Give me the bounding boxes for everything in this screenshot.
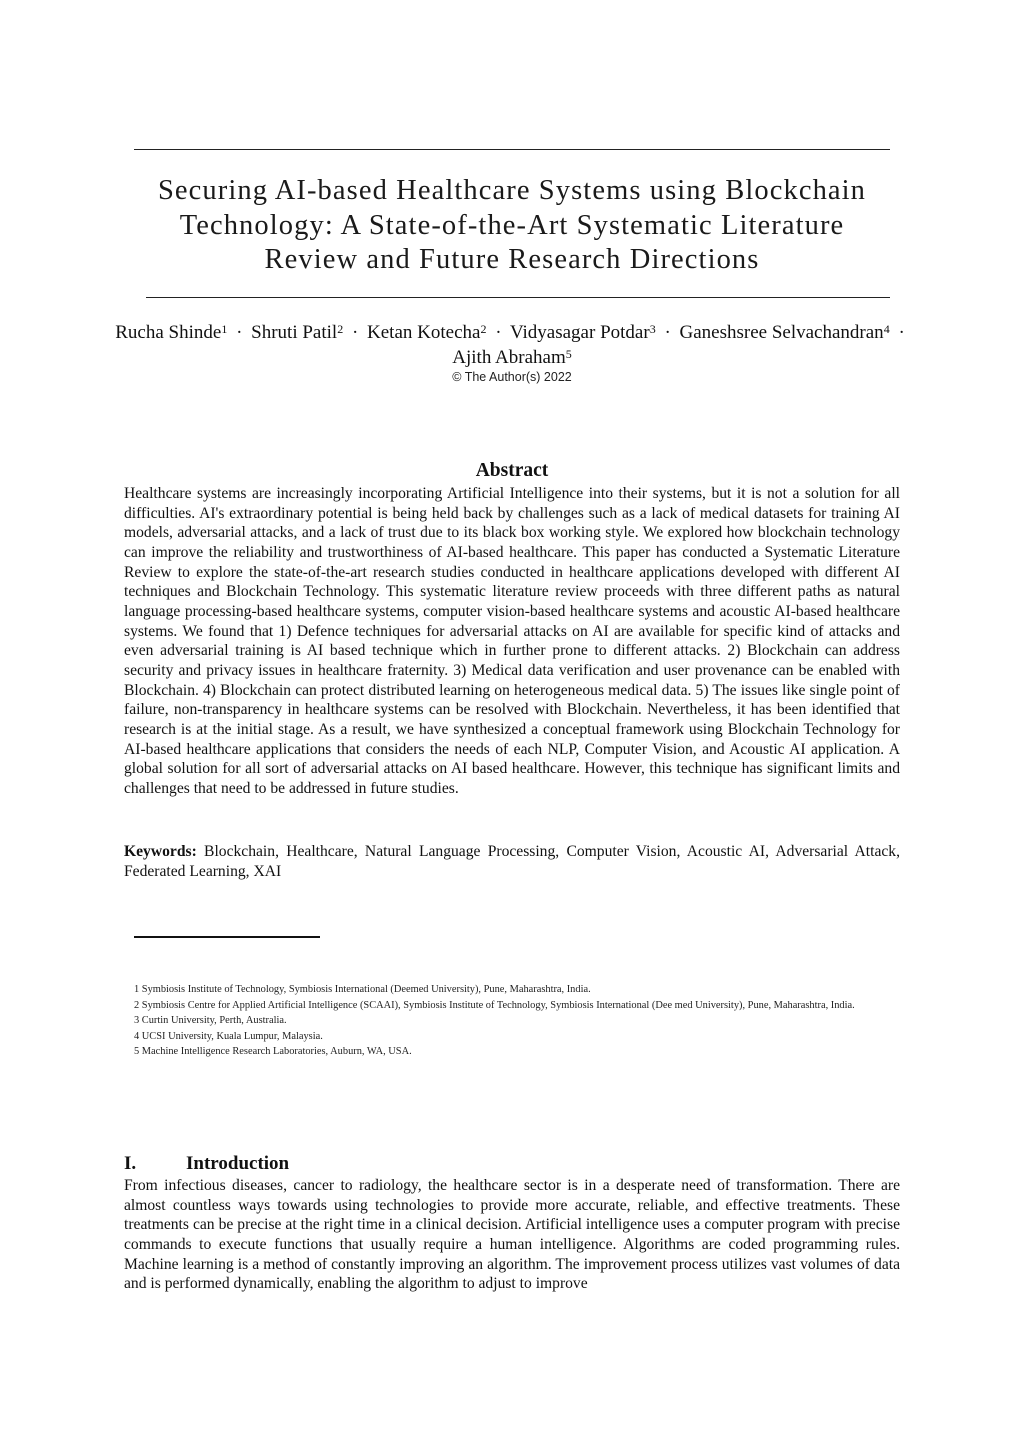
paper-title — [120, 174, 904, 278]
footnote: 3 Curtin University, Perth, Australia. — [134, 1015, 287, 1027]
author: Ajith Abraham$^5$ — [452, 347, 572, 368]
top-rule — [134, 149, 890, 150]
introduction-heading — [124, 1153, 289, 1175]
footnotes — [134, 982, 906, 1060]
title-bottom-rule — [146, 297, 890, 298]
author: Ganeshsree Selvachandran$^4$ — [679, 322, 890, 343]
footnote: 2 Symbiosis Centre for Applied Artificial Intelligence (SCAAI), Symbiosis Institute of Technology, Symbiosis International (Dee med University), Pune, Maharashtra, India. — [134, 999, 855, 1011]
author-separator: · — [898, 322, 905, 343]
footnote-rule — [134, 936, 320, 938]
keywords-text: Blockchain, Healthcare, Natural Language Processing, Computer Vision, Acoustic AI, Adversarial Attack, Federated Learning, XAI — [124, 843, 900, 880]
section-number: I. — [124, 1153, 137, 1174]
author-list — [110, 320, 914, 370]
author-separator: · — [351, 322, 359, 343]
author-separator: · — [495, 322, 502, 343]
author: Shruti Patil$^2$ — [251, 322, 344, 343]
author-separator: · — [664, 322, 671, 343]
title-line: Securing AI-based Healthcare Systems using Blockchain — [157, 175, 867, 206]
author: Rucha Shinde$^1$ — [115, 322, 228, 343]
footnote: 1 Symbiosis Institute of Technology, Symbiosis International (Deemed University), Pune, Maharashtra, India. — [134, 984, 591, 995]
footnote: 5 Machine Intelligence Research Laboratories, Auburn, WA, USA. — [134, 1046, 412, 1058]
keywords — [124, 842, 900, 881]
abstract-heading: Abstract — [475, 460, 549, 481]
copyright-notice: © The Author(s) 2022 — [452, 370, 572, 384]
author: Vidyasagar Potdar$^3$ — [509, 322, 656, 343]
footnote: 4 UCSI University, Kuala Lumpur, Malaysia. — [134, 1030, 323, 1042]
keywords-label: Keywords: — [124, 843, 197, 860]
introduction-text: From infectious diseases, cancer to radiology, the healthcare sector is in a desperate need of transformation. There are almost countless ways towards using technologies to provide more accurate, reliable, and effective treatments. These treatments can be precise at the right time in a clinical decision. Artificial intelligence uses a computer program with precise commands to execute functions that usually require a human intelligence. Algorithms are coded programming rules. Machine learning is a method of constantly improving an algorithm. The improvement process utilizes vast volumes of data and is performed dynamically, enabling the algorithm to adjust to improve — [124, 1177, 900, 1293]
abstract-text: Healthcare systems are increasingly incorporating Artificial Intelligence into their systems, but it is not a solution for all difficulties. AI's extraordinary potential is being held back by challenges such as a lack of medical datasets for training AI models, adversarial attacks, and a lack of trust due to its black box working style. We explored how blockchain technology can improve the reliability and trustworthiness of AI-based healthcare. This paper has conducted a Systematic Literature Review to explore the state-of-the-art research studies conducted in healthcare applications developed with different AI techniques and Blockchain Technology. This systematic literature review proceeds with three different paths as natural language processing-based healthcare systems, computer vision-based healthcare systems and acoustic AI-based healthcare systems. We found that 1) Defence techniques for adversarial attacks on AI are available for specific kind of attacks and even adversarial training is AI based technique which in further prone to different attacks. 2) Blockchain can address security and privacy issues in healthcare fraternity. 3) Medical data verification and user provenance can be enabled with Blockchain. 4) Blockchain can protect distributed learning on heterogeneous medical data. 5) The issues like single point of failure, non-transparency in healthcare systems can be resolved with Blockchain. Nevertheless, it has been identified that research is at the initial stage. As a result, we have synthesized a conceptual framework using Blockchain Technology for AI-based healthcare applications that considers the needs of each NLP, Computer Vision, and Acoustic AI application. A global solution for all sort of adversarial attacks on AI based healthcare. However, this technique has significant limits and challenges that need to be addressed in future studies. — [124, 485, 900, 797]
section-title: Introduction — [186, 1153, 290, 1174]
title-line: Review and Future Research Directions — [264, 244, 760, 275]
title-line: Technology: A State-of-the-Art Systematic Literature — [179, 209, 845, 241]
author: Ketan Kotecha$^2$ — [367, 322, 487, 343]
author-separator: · — [236, 322, 243, 343]
